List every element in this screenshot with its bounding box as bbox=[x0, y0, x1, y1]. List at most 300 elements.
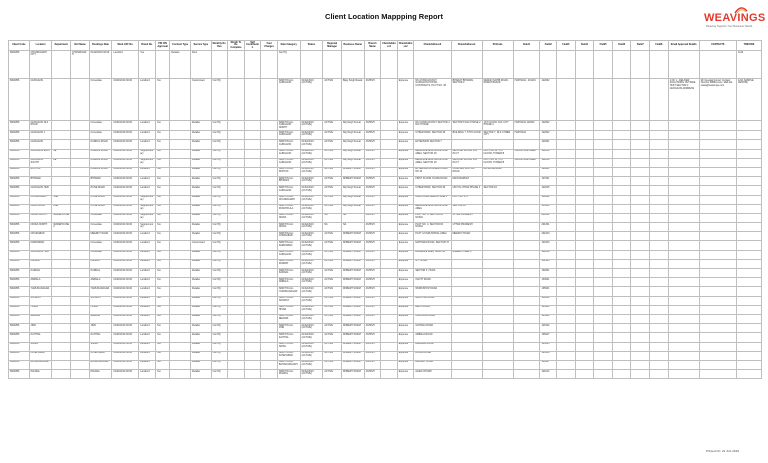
table-cell bbox=[513, 360, 540, 369]
table-cell: ROBERT SINGH bbox=[341, 333, 364, 342]
table-cell: ROBERT SINGH bbox=[341, 342, 364, 351]
table-cell bbox=[513, 324, 540, 333]
table-cell bbox=[594, 213, 613, 222]
table-cell bbox=[71, 287, 90, 296]
table-cell bbox=[71, 131, 90, 140]
table-cell bbox=[557, 232, 576, 241]
table-cell: Yes bbox=[155, 259, 169, 268]
table-row bbox=[9, 351, 762, 360]
table-cell: Immediate bbox=[89, 213, 112, 222]
table-row bbox=[9, 333, 762, 342]
table-cell bbox=[699, 296, 736, 305]
table-cell bbox=[557, 278, 576, 287]
table-cell bbox=[594, 131, 613, 140]
table-cell: 01/02/2019 (ACTIVE) bbox=[300, 296, 323, 305]
table-cell bbox=[261, 51, 278, 79]
table-cell bbox=[228, 314, 245, 323]
table-cell bbox=[594, 186, 613, 195]
table-cell: SWIFTIN ALI-NOIDA bbox=[277, 223, 300, 232]
table-cell bbox=[228, 259, 245, 268]
table-cell: Expense bbox=[397, 204, 414, 213]
table-cell: ASHISH bbox=[364, 121, 381, 131]
table-cell: UDYOG VIHAR PHASE 4 bbox=[451, 186, 482, 195]
table-cell: 8004856 bbox=[9, 370, 30, 379]
table-cell: ACTIVE bbox=[323, 324, 342, 333]
table-cell: 8004856 bbox=[9, 140, 30, 149]
table-cell: Yes bbox=[155, 149, 169, 158]
table-cell bbox=[650, 241, 669, 250]
table-cell: Yes bbox=[155, 223, 169, 232]
table-cell bbox=[736, 232, 761, 241]
table-cell: RAILWAY ROAD bbox=[414, 360, 451, 369]
table-cell: ACTIVE bbox=[323, 250, 342, 259]
table-cell bbox=[170, 121, 191, 131]
table-cell: 122001 bbox=[540, 140, 557, 149]
table-cell bbox=[52, 177, 71, 186]
table-cell bbox=[155, 51, 169, 79]
table-cell bbox=[650, 51, 669, 79]
table-cell bbox=[594, 158, 613, 167]
table-cell bbox=[261, 204, 278, 213]
column-header: Contract Type bbox=[170, 41, 191, 51]
table-cell: Retailer bbox=[190, 140, 211, 149]
table-cell bbox=[557, 259, 576, 268]
table-cell: Landlord bbox=[139, 232, 156, 241]
table-cell: Retailer bbox=[190, 324, 211, 333]
table-cell bbox=[631, 186, 650, 195]
table-cell bbox=[612, 223, 631, 232]
table-cell: Landlord bbox=[112, 51, 139, 79]
table-cell: 2E bbox=[52, 158, 71, 167]
table-cell: Cat HQ bbox=[211, 360, 228, 369]
table-cell: ROHTAK bbox=[29, 167, 52, 176]
table-cell bbox=[631, 51, 650, 79]
table-cell: ASHISH bbox=[364, 305, 381, 314]
table-cell: HISAR bbox=[89, 305, 112, 314]
table-cell: Yes bbox=[155, 287, 169, 296]
table-cell bbox=[261, 314, 278, 323]
table-cell bbox=[482, 223, 513, 232]
table-cell: 01/02/2019 00:00 bbox=[89, 51, 112, 79]
column-header: CONTACTS bbox=[699, 41, 736, 51]
table-cell bbox=[482, 269, 513, 278]
table-cell bbox=[557, 342, 576, 351]
table-cell bbox=[612, 232, 631, 241]
table-cell bbox=[612, 333, 631, 342]
table-cell bbox=[631, 149, 650, 158]
table-cell bbox=[261, 186, 278, 195]
table-cell: 01/02/2019 (ACTIVE) bbox=[300, 342, 323, 351]
table-cell bbox=[244, 287, 261, 296]
table-cell bbox=[631, 121, 650, 131]
table-cell: Cat HQ bbox=[211, 131, 228, 140]
table-cell: ASHISH bbox=[364, 324, 381, 333]
table-cell bbox=[513, 213, 540, 222]
table-cell: CYBER PARK, SECTOR 39 bbox=[414, 131, 451, 140]
table-cell: Cat HQ bbox=[211, 140, 228, 149]
table-cell: Landlord bbox=[139, 278, 156, 287]
table-cell: 01/02/2019 00:00 bbox=[112, 250, 139, 259]
table-cell: KAITHAL bbox=[29, 333, 52, 342]
table-cell bbox=[699, 342, 736, 351]
column-header: PIS CIN Approval bbox=[155, 41, 169, 51]
table-cell: 01/02/2019 (ACTIVE) bbox=[300, 360, 323, 369]
table-cell bbox=[170, 250, 191, 259]
table-cell bbox=[170, 305, 191, 314]
table-cell: HISAR bbox=[29, 305, 52, 314]
table-cell bbox=[557, 204, 576, 213]
table-cell bbox=[381, 305, 398, 314]
table-cell bbox=[513, 287, 540, 296]
table-cell bbox=[228, 333, 245, 342]
table-cell: ASHISH bbox=[364, 131, 381, 140]
table-cell bbox=[228, 232, 245, 241]
table-cell bbox=[451, 333, 482, 342]
table-cell bbox=[668, 333, 699, 342]
table-cell: 01/02/2019 00:00 bbox=[112, 79, 139, 121]
table-cell bbox=[557, 167, 576, 176]
table-cell bbox=[650, 305, 669, 314]
table-row bbox=[9, 167, 762, 176]
table-cell bbox=[244, 360, 261, 369]
table-cell bbox=[261, 278, 278, 287]
report-table-container bbox=[8, 40, 762, 379]
table-cell: 8004856 bbox=[9, 149, 30, 158]
table-cell bbox=[612, 131, 631, 140]
table-cell: 122002 bbox=[540, 121, 557, 131]
table-cell bbox=[668, 121, 699, 131]
table-cell bbox=[736, 241, 761, 250]
table-cell bbox=[228, 360, 245, 369]
table-cell: ROBERT SINGH bbox=[341, 177, 364, 186]
table-cell bbox=[170, 177, 191, 186]
table-cell bbox=[381, 223, 398, 232]
table-cell bbox=[381, 259, 398, 268]
column-header: ClientAddress4 bbox=[451, 41, 482, 51]
table-cell: Expense bbox=[397, 351, 414, 360]
table-cell bbox=[71, 121, 90, 131]
table-cell: Expense bbox=[397, 287, 414, 296]
table-cell bbox=[699, 177, 736, 186]
table-cell bbox=[451, 370, 482, 379]
table-cell bbox=[650, 204, 669, 213]
table-cell: 8004856 bbox=[9, 250, 30, 259]
table-cell: Cat HQ bbox=[211, 370, 228, 379]
table-cell: 131001 bbox=[540, 296, 557, 305]
table-cell: CIRCULAR ROAD bbox=[414, 314, 451, 323]
table-cell bbox=[612, 324, 631, 333]
table-cell bbox=[244, 250, 261, 259]
table-cell: 8004856 bbox=[9, 333, 30, 342]
column-header: Field8 bbox=[650, 41, 669, 51]
column-header: Department bbox=[52, 41, 71, 51]
table-cell: SWIFTIN ALI-PANIPAT bbox=[277, 259, 300, 268]
table-cell: Expense bbox=[397, 158, 414, 167]
table-cell: 01/02/2019 (ACTIVE) bbox=[300, 305, 323, 314]
table-cell: Cat HQ bbox=[211, 195, 228, 204]
table-cell: GURGAON HUB bbox=[29, 250, 52, 259]
table-cell: 8004856 bbox=[9, 324, 30, 333]
table-cell: Yes bbox=[155, 195, 169, 204]
table-cell: YAMUNANAGAR bbox=[89, 287, 112, 296]
table-cell bbox=[631, 223, 650, 232]
table-cell bbox=[699, 131, 736, 140]
table-cell bbox=[699, 167, 736, 176]
table-cell bbox=[482, 51, 513, 79]
column-header: PinCode bbox=[482, 41, 513, 51]
table-cell bbox=[170, 140, 191, 149]
table-cell bbox=[594, 223, 613, 232]
table-cell bbox=[575, 305, 594, 314]
table-cell: Retailer bbox=[190, 351, 211, 360]
table-cell bbox=[557, 186, 576, 195]
table-cell: Expense bbox=[397, 333, 414, 342]
table-cell bbox=[736, 296, 761, 305]
table-cell bbox=[482, 370, 513, 379]
table-cell bbox=[513, 278, 540, 287]
table-cell bbox=[228, 241, 245, 250]
table-cell: Retailer bbox=[190, 314, 211, 323]
table-cell: NA bbox=[323, 213, 342, 222]
table-cell: Expense bbox=[397, 305, 414, 314]
table-cell bbox=[52, 241, 71, 250]
table-cell bbox=[557, 140, 576, 149]
table-cell bbox=[244, 131, 261, 140]
table-cell: ASHISH bbox=[364, 140, 381, 149]
table-cell bbox=[650, 158, 669, 167]
table-cell: RELIANCE ALAI INDUSTRIAL AREA, SECTOR 18 bbox=[414, 158, 451, 167]
table-cell bbox=[381, 177, 398, 186]
table-cell bbox=[513, 314, 540, 323]
table-cell bbox=[575, 121, 594, 131]
table-cell: BHIWANI bbox=[89, 177, 112, 186]
table-cell bbox=[699, 370, 736, 379]
table-cell bbox=[451, 314, 482, 323]
table-cell bbox=[631, 195, 650, 204]
table-cell: Yes bbox=[139, 51, 156, 79]
table-cell bbox=[612, 213, 631, 222]
table-cell bbox=[557, 250, 576, 259]
table-cell bbox=[244, 195, 261, 204]
table-cell bbox=[261, 333, 278, 342]
table-cell: REWARI bbox=[89, 314, 112, 323]
table-cell: Retailer bbox=[190, 131, 211, 140]
table-cell bbox=[736, 195, 761, 204]
table-cell bbox=[228, 186, 245, 195]
table-cell bbox=[261, 195, 278, 204]
table-cell: Retailer bbox=[190, 158, 211, 167]
table-cell bbox=[650, 296, 669, 305]
table-cell: HARYANA - 201101 bbox=[513, 79, 540, 121]
table-cell bbox=[631, 370, 650, 379]
table-cell bbox=[668, 223, 699, 232]
table-cell: FATEHABAD bbox=[29, 351, 52, 360]
table-cell bbox=[557, 269, 576, 278]
table-cell: Cat HQ bbox=[211, 314, 228, 323]
table-cell bbox=[575, 195, 594, 204]
table-cell: 01/02/2019 (ACTIVE) bbox=[300, 333, 323, 342]
table-cell bbox=[513, 51, 540, 79]
table-cell: Immediate bbox=[89, 223, 112, 232]
table-cell bbox=[513, 342, 540, 351]
table-cell: ROBERT SINGH bbox=[341, 250, 364, 259]
table-cell: KARNAL ROAD bbox=[89, 149, 112, 158]
table-cell: ACTIVE bbox=[323, 140, 342, 149]
table-cell bbox=[575, 269, 594, 278]
table-cell bbox=[71, 351, 90, 360]
table-cell bbox=[228, 278, 245, 287]
table-cell bbox=[381, 278, 398, 287]
table-cell bbox=[244, 278, 261, 287]
table-cell: 8004856 bbox=[9, 232, 30, 241]
table-cell: SECTOR 3, HUDA bbox=[414, 269, 451, 278]
table-cell: NOIDA NORTH bbox=[29, 223, 52, 232]
table-cell bbox=[736, 314, 761, 323]
table-cell: MATHURA ROAD, SECTOR 37 bbox=[414, 241, 451, 250]
table-cell bbox=[244, 223, 261, 232]
client-location-table bbox=[8, 40, 762, 379]
table-cell bbox=[736, 351, 761, 360]
table-cell bbox=[261, 269, 278, 278]
table-cell bbox=[451, 287, 482, 296]
table-cell: NS CONSULTANCY GURGAON POSTAL CONTRACTS, PLOT NO. 48 bbox=[414, 79, 451, 121]
table-cell: Retailer bbox=[190, 296, 211, 305]
table-cell: CHANDIGARH bbox=[29, 195, 52, 204]
table-cell bbox=[244, 186, 261, 195]
table-row bbox=[9, 121, 762, 131]
table-cell: SONIPAT bbox=[29, 296, 52, 305]
table-cell: Raj Singh Kumar bbox=[341, 195, 364, 204]
table-cell: ROBERT SINGH bbox=[341, 278, 364, 287]
table-cell: SWIFTIN ALI-BHIWANI bbox=[277, 177, 300, 186]
table-cell bbox=[631, 158, 650, 167]
table-cell bbox=[244, 324, 261, 333]
table-cell bbox=[451, 241, 482, 250]
table-cell bbox=[381, 158, 398, 167]
table-cell: ACTIVE bbox=[323, 360, 342, 369]
table-cell bbox=[668, 259, 699, 268]
table-cell: ASHISH bbox=[364, 223, 381, 232]
table-cell: Landlord bbox=[139, 250, 156, 259]
table-cell: SWIFTIN ALI-GHAZIABAD bbox=[277, 232, 300, 241]
table-cell bbox=[612, 149, 631, 158]
table-cell bbox=[650, 177, 669, 186]
table-cell bbox=[52, 324, 71, 333]
table-cell: Yes bbox=[155, 360, 169, 369]
table-cell bbox=[699, 140, 736, 149]
table-cell bbox=[261, 241, 278, 250]
table-cell bbox=[612, 278, 631, 287]
table-cell: Yes bbox=[155, 342, 169, 351]
table-cell bbox=[668, 232, 699, 241]
table-cell: WORKSHOP ROAD bbox=[414, 287, 451, 296]
table-cell: Expense bbox=[397, 342, 414, 351]
table-cell bbox=[261, 250, 278, 259]
table-cell: ROBERT SINGH bbox=[341, 324, 364, 333]
table-cell bbox=[71, 186, 90, 195]
table-cell bbox=[482, 296, 513, 305]
table-cell bbox=[451, 305, 482, 314]
table-cell bbox=[699, 305, 736, 314]
table-cell: KARNAL bbox=[29, 269, 52, 278]
table-cell bbox=[244, 149, 261, 158]
table-cell bbox=[261, 79, 278, 121]
table-cell bbox=[699, 51, 736, 79]
table-cell bbox=[244, 79, 261, 121]
table-cell bbox=[575, 342, 594, 351]
table-cell bbox=[52, 140, 71, 149]
table-cell: Landlord bbox=[139, 186, 156, 195]
table-cell: BAHADURGARH bbox=[482, 167, 513, 176]
table-cell bbox=[228, 296, 245, 305]
table-cell bbox=[650, 287, 669, 296]
table-cell: 1ST FLOOR, DLF CITY PHASE 2 bbox=[482, 121, 513, 131]
table-cell bbox=[228, 195, 245, 204]
table-cell bbox=[228, 287, 245, 296]
table-cell: Retailer bbox=[190, 259, 211, 268]
table-cell: ACTIVE bbox=[323, 259, 342, 268]
table-cell bbox=[575, 250, 594, 259]
table-cell bbox=[52, 51, 71, 79]
table-cell bbox=[52, 250, 71, 259]
table-cell: Expense bbox=[397, 213, 414, 222]
column-header: Location bbox=[29, 41, 52, 51]
table-cell: ACTIVE bbox=[323, 167, 342, 176]
table-cell bbox=[381, 51, 398, 79]
table-cell: HARYANA 122002 bbox=[513, 121, 540, 131]
table-cell bbox=[482, 351, 513, 360]
table-cell: Expense bbox=[397, 360, 414, 369]
table-cell bbox=[594, 259, 613, 268]
table-cell bbox=[736, 149, 761, 158]
table-cell bbox=[52, 121, 71, 131]
table-cell: BHIWANI bbox=[29, 177, 52, 186]
table-cell bbox=[71, 259, 90, 268]
table-cell bbox=[594, 278, 613, 287]
table-cell: ASHISH bbox=[364, 241, 381, 250]
table-cell: FARIDABAD bbox=[29, 241, 52, 250]
table-cell: Expense bbox=[397, 121, 414, 131]
table-cell: 8004856 bbox=[9, 342, 30, 351]
table-cell: Landlord bbox=[139, 79, 156, 121]
table-cell bbox=[699, 195, 736, 204]
table-cell: Retailer bbox=[190, 177, 211, 186]
table-cell bbox=[52, 167, 71, 176]
table-cell bbox=[170, 232, 191, 241]
table-cell: RELIANCE ALAI INDUSTRIAL AREA bbox=[414, 204, 451, 213]
table-cell: ROBERT SINGH bbox=[341, 259, 364, 268]
table-cell bbox=[575, 370, 594, 379]
table-cell bbox=[71, 213, 90, 222]
table-cell: Retailer bbox=[190, 223, 211, 232]
table-cell bbox=[668, 186, 699, 195]
table-cell: PANIPAT bbox=[29, 259, 52, 268]
table-cell bbox=[594, 241, 613, 250]
table-row bbox=[9, 324, 762, 333]
table-cell: Immediate bbox=[89, 250, 112, 259]
table-cell bbox=[736, 223, 761, 232]
table-cell bbox=[668, 360, 699, 369]
table-cell bbox=[631, 167, 650, 176]
table-row bbox=[9, 140, 762, 149]
table-cell bbox=[170, 167, 191, 176]
table-cell: Expense bbox=[397, 232, 414, 241]
table-cell bbox=[699, 287, 736, 296]
table-cell bbox=[381, 149, 398, 158]
table-row bbox=[9, 131, 762, 140]
table-cell bbox=[513, 241, 540, 250]
table-cell: 01/02/2019 (ACTIVE) bbox=[300, 259, 323, 268]
